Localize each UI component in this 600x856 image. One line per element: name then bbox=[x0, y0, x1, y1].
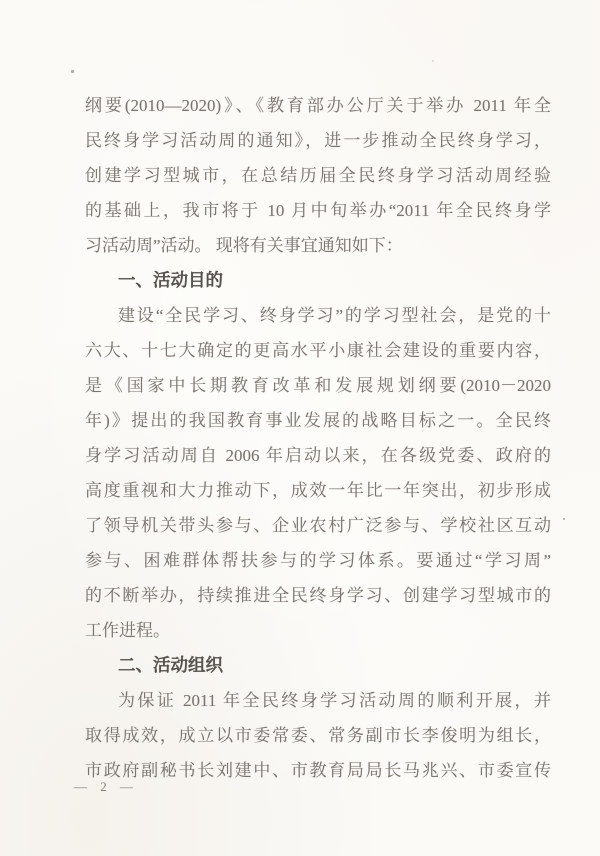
body-text-line: 创建学习型城市，在总结历届全民终身学习活动周经验 bbox=[85, 166, 551, 185]
body-text-line: 身学习活动周自 2006 年启动以来，在各级党委、政府的 bbox=[85, 446, 551, 465]
body-text-line: 是《国家中长期教育改革和发展规划纲要(2010－2020 bbox=[85, 376, 551, 395]
scan-speck bbox=[563, 518, 565, 520]
body-text-line: 民终身学习活动周的通知》，进一步推动全民终身学习， bbox=[85, 131, 551, 150]
body-text-line: 习活动周”活动。 现将有关事宜通知如下： bbox=[85, 236, 403, 255]
body-text-line: 参与、困难群体帮扶参与的学习体系。要通过“学习周” bbox=[85, 551, 551, 570]
section-heading: 二、活动组织 bbox=[118, 655, 223, 675]
paragraph-first-line: 为保证 2011 年全民终身学习活动周的顺利开展，并 bbox=[118, 691, 551, 710]
body-text-line: 的不断举办，持续推进全民终身学习、创建学习型城市的 bbox=[85, 586, 551, 605]
document-body bbox=[85, 88, 551, 788]
body-text-line: 取得成效，成立以市委常委、常务副市长李俊明为组长， bbox=[85, 726, 551, 745]
scan-speck bbox=[432, 60, 434, 62]
scan-speck bbox=[71, 70, 74, 73]
body-text-line: 高度重视和大力推动下，成效一年比一年突出，初步形成 bbox=[85, 481, 551, 500]
paragraph-first-line: 建设“全民学习、终身学习”的学习型社会，是党的十 bbox=[118, 306, 551, 325]
body-text-line: 了领导机关带头参与、企业农村广泛参与、学校社区互动 bbox=[85, 516, 551, 535]
body-text-line: 的基础上，我市将于 10 月中旬举办“2011 年全民终身学 bbox=[85, 201, 551, 220]
body-text-line: 六大、十七大确定的更高水平小康社会建设的重要内容， bbox=[85, 341, 551, 360]
page-number: — 2 — bbox=[74, 779, 134, 794]
body-text-line: 纲要(2010—2020)》、《教育部办公厅关于举办 2011 年全 bbox=[85, 96, 551, 115]
body-text-line: 工作进程。 bbox=[85, 621, 170, 640]
body-text-line: 市政府副秘书长刘建中、市教育局局长马兆兴、市委宣传 bbox=[85, 761, 551, 780]
body-text-line: 年)》提出的我国教育事业发展的战略目标之一。全民终 bbox=[85, 411, 551, 430]
section-heading: 一、活动目的 bbox=[118, 270, 223, 290]
